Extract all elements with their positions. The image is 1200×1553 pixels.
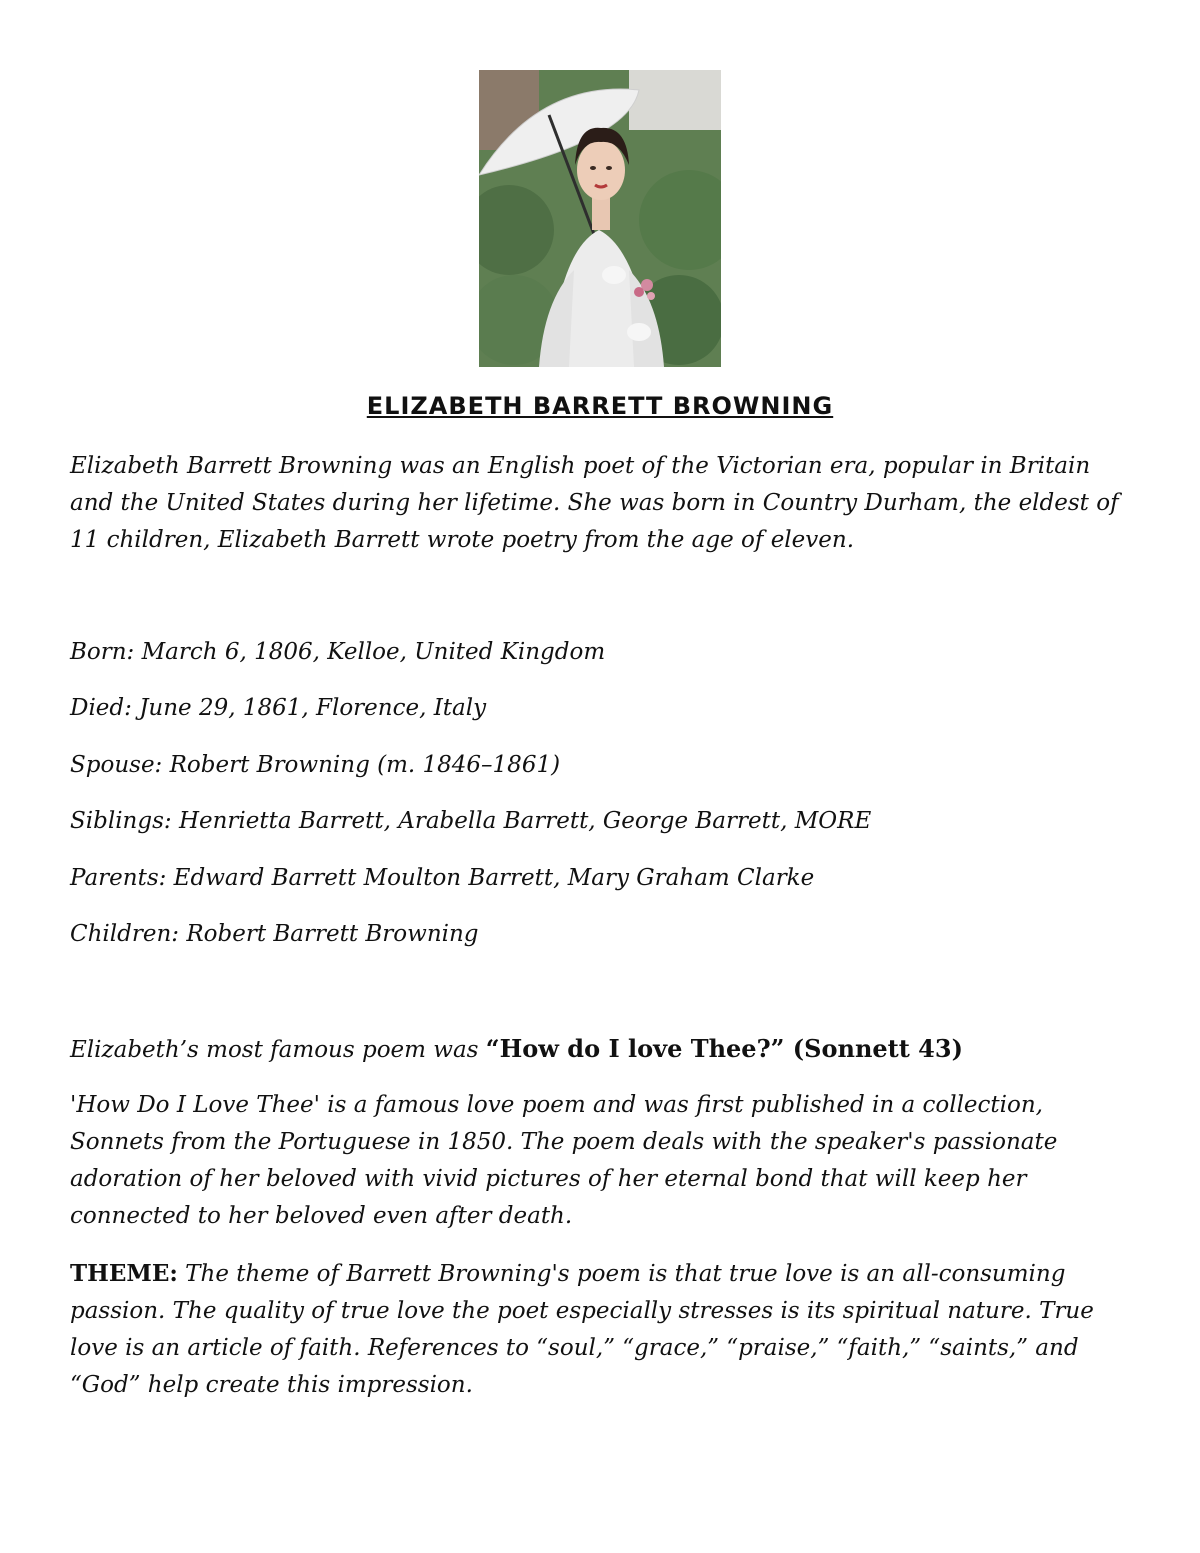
theme-label: THEME:	[70, 1260, 178, 1287]
fact-spouse: Spouse: Robert Browning (m. 1846–1861)	[70, 752, 561, 778]
fact-died: Died: June 29, 1861, Florence, Italy	[70, 695, 487, 721]
page-title: ELIZABETH BARRETT BROWNING	[366, 392, 834, 420]
fact-siblings: Siblings: Henrietta Barrett, Arabella Barrett, George Barrett, MORE	[70, 808, 872, 834]
fact-children: Children: Robert Barrett Browning	[70, 921, 479, 947]
famous-poem-title: “How do I love Thee?” (Sonnett 43)	[485, 1034, 963, 1063]
poem-description: 'How Do I Love Thee' is a famous love poem and was first published in a collection, Sonnets from the Portuguese in 1850. The poem deals with the speaker's passionate adoration of her beloved with vivid pictures of her eternal bond that will keep her connected to her beloved even after death.	[70, 1092, 1058, 1229]
theme-paragraph	[70, 1255, 1140, 1404]
famous-poem-prefix: Elizabeth’s most famous poem was	[70, 1037, 486, 1063]
intro-paragraph: Elizabeth Barrett Browning was an English poet of the Victorian era, popular in Britain and the United States during her lifetime. She was born in Country Durham, the eldest of 11 children, Elizabeth Barrett wrote poetry from the age of eleven.	[70, 453, 1119, 553]
fact-born: Born: March 6, 1806, Kelloe, United Kingdom	[70, 639, 606, 665]
famous-poem-line	[70, 1030, 1140, 1069]
fact-parents: Parents: Edward Barrett Moulton Barrett, Mary Graham Clarke	[70, 865, 815, 891]
theme-text: The theme of Barrett Browning's poem is that true love is an all-consuming passion. The quality of true love the poet especially stresses is its spiritual nature. True love is an article of faith. References to “soul,” “grace,” “praise,” “faith,” “saints,” and “God” help create this impression.	[70, 1261, 1094, 1398]
portrait-photo	[479, 70, 721, 367]
